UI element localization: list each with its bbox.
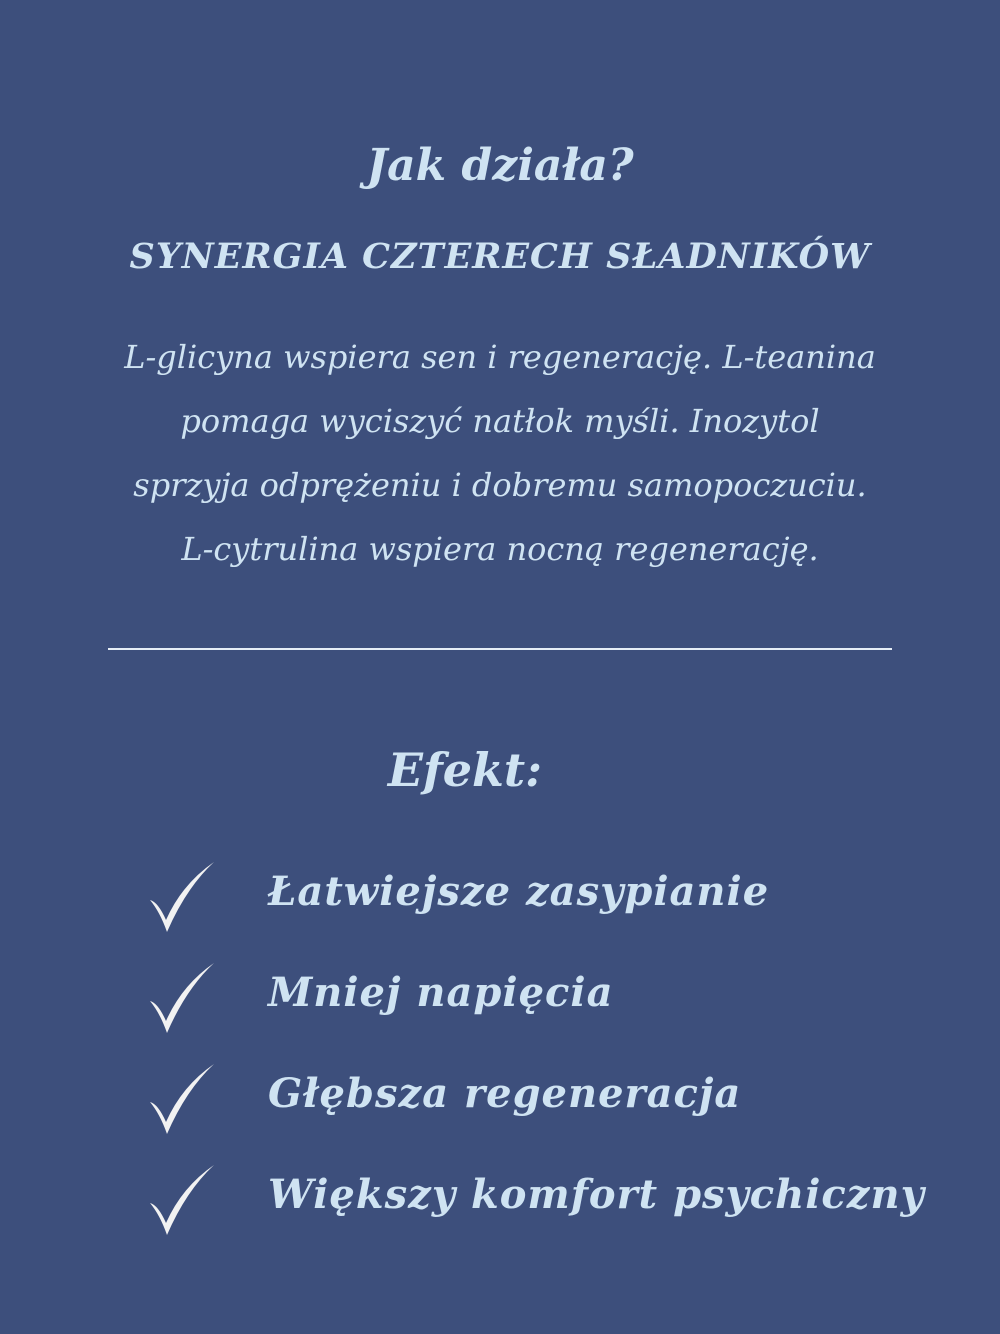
- description-paragraph: [90, 325, 910, 581]
- check-icon: [140, 1157, 220, 1237]
- effect-label: Większy komfort psychiczny: [268, 1171, 925, 1218]
- description-line: pomaga wyciszyć natłok myśli. Inozytol: [180, 402, 820, 440]
- effect-label: Łatwiejsze zasypianie: [268, 868, 770, 915]
- effect-label: Głębsza regeneracja: [268, 1070, 742, 1117]
- list-item: [140, 951, 940, 1052]
- check-icon: [140, 1056, 220, 1136]
- page-title: Jak działa?: [366, 140, 634, 191]
- section-subtitle: SYNERGIA CZTERECH SŁADNIKÓW: [129, 236, 871, 277]
- description-line: L-cytrulina wspiera nocną regenerację.: [181, 530, 819, 568]
- check-icon: [140, 854, 220, 934]
- effect-label: Mniej napięcia: [268, 969, 614, 1016]
- effects-heading: Efekt:: [387, 743, 543, 797]
- list-item: [140, 1052, 940, 1153]
- check-icon: [140, 955, 220, 1035]
- list-item: [140, 1153, 940, 1254]
- description-line: sprzyja odprężeniu i dobremu samopoczuciu.: [133, 466, 867, 504]
- list-item: [140, 850, 940, 951]
- description-line: L-glicyna wspiera sen i regenerację. L-teanina: [124, 338, 876, 376]
- effects-list: [140, 850, 940, 1254]
- divider: [108, 648, 892, 650]
